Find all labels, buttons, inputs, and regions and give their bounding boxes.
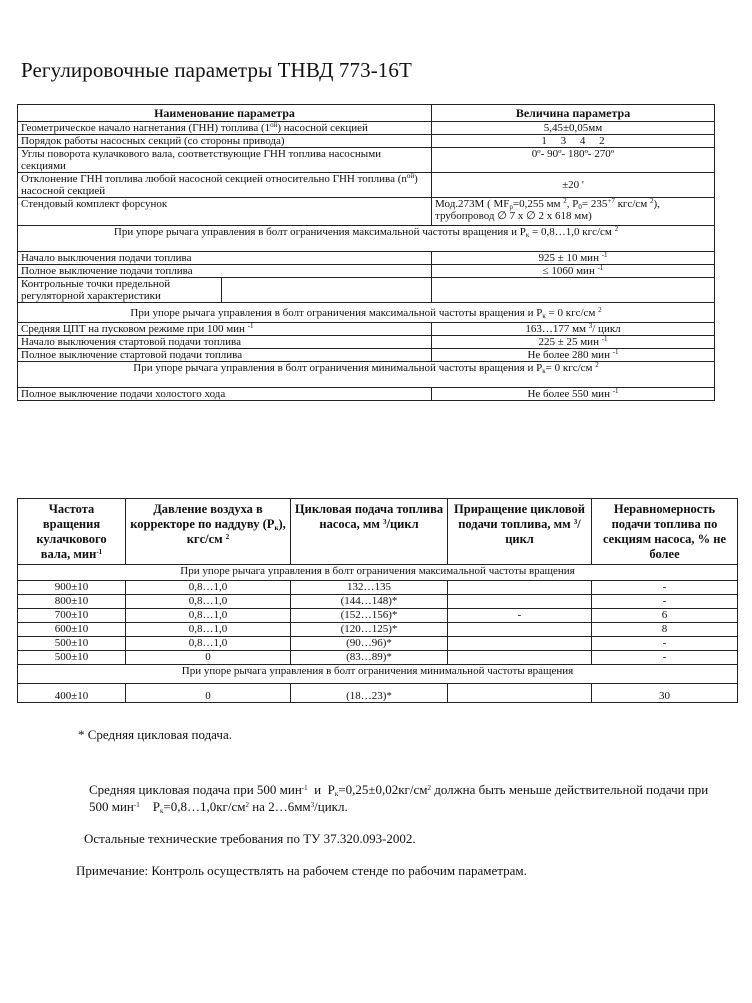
document-title: Регулировочные параметры ТНВД 773-16Т	[21, 58, 412, 82]
empty-cell	[432, 278, 715, 303]
cell-nonuniformity: -	[592, 581, 738, 595]
param-value: ±20 '	[432, 173, 715, 198]
cell-frequency: 500±10	[18, 637, 126, 651]
cell-frequency: 900±10	[18, 581, 126, 595]
table-row	[18, 278, 715, 303]
section-note-row	[18, 565, 738, 581]
footnote: * Средняя цикловая подача.	[78, 727, 232, 742]
cell-nonuniformity: -	[592, 637, 738, 651]
param-name: Порядок работы насосных секций (со стороны привода)	[18, 135, 432, 148]
cell-increment	[448, 637, 592, 651]
section-note: При упоре рычага управления в болт ограничения минимальной частоты вращения и $Р_к= 0$ кгс/см $^2$	[18, 362, 715, 388]
param-name: Полное выключение подачи топлива	[18, 265, 432, 278]
param-value: 5,45±0,05мм	[432, 122, 715, 135]
section-note-row	[18, 303, 715, 323]
cell-frequency: 500±10	[18, 651, 126, 665]
param-name: Начало выключения подачи топлива	[18, 252, 432, 265]
fuel-delivery-table	[17, 498, 738, 703]
header-cycle-delivery: Цикловая подача топлива насоса, мм $^3$/цикл	[291, 499, 448, 565]
paragraph-requirements: Остальные технические требования по ТУ 37.320.093-2002.	[84, 831, 416, 846]
table-row	[18, 336, 715, 349]
table-row	[18, 148, 715, 173]
cell-nonuniformity: -	[592, 595, 738, 609]
cell-pressure: 0,8…1,0	[126, 581, 291, 595]
cell-increment	[448, 595, 592, 609]
cell-delivery: (83…89)*	[291, 651, 448, 665]
table-row	[18, 122, 715, 135]
cell-increment	[448, 581, 592, 595]
table-row	[18, 323, 715, 336]
param-name: Углы поворота кулачкового вала, соответствующие ГНН топлива насосными секциями	[18, 148, 432, 173]
cell-delivery: (90…96)*	[291, 637, 448, 651]
header-param-value: Величина параметра	[432, 105, 715, 122]
section-note: При упоре рычага управления в болт ограничения максимальной частоты вращения и $Р_к$ = 0,8…1,0 кгс/см $^2$	[18, 226, 715, 252]
param-name: Контрольные точки предельной регуляторной характеристики	[18, 278, 222, 303]
table-row	[18, 265, 715, 278]
table-header-row	[18, 499, 738, 565]
table-row	[18, 252, 715, 265]
table-row	[18, 609, 738, 623]
cell-pressure: 0	[126, 684, 291, 703]
cell-frequency: 800±10	[18, 595, 126, 609]
param-name: Стендовый комплект форсунок	[18, 198, 432, 226]
cell-frequency: 400±10	[18, 684, 126, 703]
table-body	[18, 581, 738, 665]
section-note: При упоре рычага управления в болт ограничения максимальной частоты вращения и $Р_к = 0$ кгс/см $^2$	[18, 303, 715, 323]
cell-frequency: 700±10	[18, 609, 126, 623]
cell-pressure: 0	[126, 651, 291, 665]
cell-increment	[448, 684, 592, 703]
param-value: Не более 280 мин $^{-1}$	[432, 349, 715, 362]
table-row	[18, 198, 715, 226]
header-param-name: Наименование параметра	[18, 105, 432, 122]
cell-delivery: (120…125)*	[291, 623, 448, 637]
cell-pressure: 0,8…1,0	[126, 637, 291, 651]
cell-increment: -	[448, 609, 592, 623]
param-name: Полное выключение подачи холостого хода	[18, 388, 432, 401]
paragraph-line-1: Средняя цикловая подача при 500 мин$^{-1}$ и $Р_к=0,25\pm 0,02кг/см^2$ должна быть меньше действительной подачи при	[89, 782, 709, 798]
cell-pressure: 0,8…1,0	[126, 595, 291, 609]
cell-increment	[448, 623, 592, 637]
empty-cell	[222, 278, 432, 303]
param-value: 225 ± 25 мин $^{-1}$	[432, 336, 715, 349]
table-row	[18, 349, 715, 362]
param-name: Полное выключение стартовой подачи топлива	[18, 349, 432, 362]
cell-increment	[448, 651, 592, 665]
cell-frequency: 600±10	[18, 623, 126, 637]
table-row	[18, 173, 715, 198]
cell-delivery: (144…148)*	[291, 595, 448, 609]
table-row	[18, 135, 715, 148]
param-name: Отклонение ГНН топлива любой насосной секцией относительно ГНН топлива $(n^{ой})$ насосной секцией	[18, 173, 432, 198]
header-increment: Приращение цикловой подачи топлива, мм $^3$/цикл	[448, 499, 592, 565]
param-name: Начало выключения стартовой подачи топлива	[18, 336, 432, 349]
param-value: Не более 550 мин $^{-1}$	[432, 388, 715, 401]
section-note-row	[18, 226, 715, 252]
param-value: 925 ± 10 мин $^{-1}$	[432, 252, 715, 265]
paragraph-line-2: 500 мин$^{-1}$ $Р_к=0,8\dots 1,0кг/см^2$ на $2\dots 6мм^3$/цикл.	[89, 799, 348, 815]
cell-pressure: 0,8…1,0	[126, 623, 291, 637]
header-nonuniformity: Неравномерность подачи топлива по секциям насоса, % не более	[592, 499, 738, 565]
param-value: ≤ 1060 мин $^{-1}$	[432, 265, 715, 278]
param-value: 163…177 мм $^3$/ цикл	[432, 323, 715, 336]
parameters-table	[17, 104, 715, 401]
header-frequency: Частота вращения кулачкового вала, мин$^{-1}$	[18, 499, 126, 565]
section-note-row	[18, 665, 738, 684]
param-name: Геометрическое начало нагнетания (ГНН) топлива $(1^{ой})$ насосной секцией	[18, 122, 432, 135]
cell-nonuniformity: 6	[592, 609, 738, 623]
cell-delivery: 132…135	[291, 581, 448, 595]
cell-delivery: (152…156)*	[291, 609, 448, 623]
table-row	[18, 623, 738, 637]
table-row	[18, 684, 738, 703]
table-header-row	[18, 105, 715, 122]
section-note: При упоре рычага управления в болт ограничения минимальной частоты вращения	[18, 665, 738, 684]
cell-nonuniformity: -	[592, 651, 738, 665]
param-value: Мод.273М ( $МF_р=0,255$ мм $^2$, $Р_0= 235^{+7}$ кгс/см $^2$), трубопровод ∅ 7 х ∅ 2 х 618 мм)	[432, 198, 715, 226]
table-row	[18, 651, 738, 665]
table-row	[18, 581, 738, 595]
cell-nonuniformity: 30	[592, 684, 738, 703]
cell-nonuniformity: 8	[592, 623, 738, 637]
paragraph-note: Примечание: Контроль осуществлять на рабочем стенде по рабочим параметрам.	[76, 863, 527, 878]
table-row	[18, 637, 738, 651]
section-note-row	[18, 362, 715, 388]
cell-delivery: (18…23)*	[291, 684, 448, 703]
header-air-pressure: Давление воздуха в корректоре по наддуву $(Р_к)$, кгс/см $^2$	[126, 499, 291, 565]
section-note: При упоре рычага управления в болт ограничения максимальной частоты вращения	[18, 565, 738, 581]
table-row	[18, 388, 715, 401]
table-row	[18, 595, 738, 609]
param-value: 1 3 4 2	[432, 135, 715, 148]
cell-pressure: 0,8…1,0	[126, 609, 291, 623]
param-value: 0º- 90º- 180º- 270º	[432, 148, 715, 173]
param-name: Средняя ЦПТ на пусковом режиме при 100 мин $^{-1}$	[18, 323, 432, 336]
